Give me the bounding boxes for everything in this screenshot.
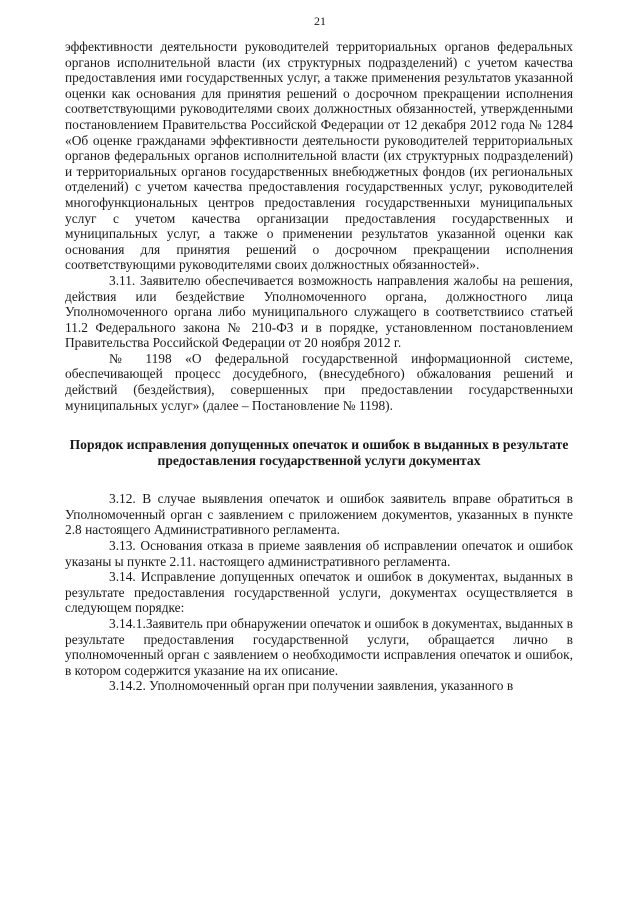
paragraph-3-11: 3.11. Заявителю обеспечивается возможность направления жалобы на решения, действия или бездействие Уполномоченного органа, должностного лица Уполномоченного органа либо муниципального служащего в соответствиисо статьей 11.2 Федерального закона № 210-ФЗ и в порядке, установленном постановлением Правительства Российской Федерации от 20 ноября 2012 г. [65, 272, 573, 351]
paragraph-3-14: 3.14. Исправление допущенных опечаток и ошибок в документах, выданных в результате предоставления государственной услуги, документах осуществляется в следующем порядке: [65, 569, 573, 616]
page-number: 21 [314, 14, 326, 28]
paragraph-3-13: 3.13. Основания отказа в приеме заявления об исправлении опечаток и ошибок указаны ы пункте 2.11. настоящего административного регламента. [65, 538, 573, 569]
document-body [65, 39, 573, 694]
paragraph-3-11-continued: № 1198 «О федеральной государственной информационной системе, обеспечивающей процесс досудебного, (внесудебного) обжалования решений и действий (бездействия), совершенных при предоставлении государственныхи муниципальных услуг» (далее – Постановление № 1198). [65, 350, 573, 413]
section-heading: Порядок исправления допущенных опечаток и ошибок в выданных в результате предоставления государственной услуги документах [69, 437, 569, 469]
paragraph-3-14-1: 3.14.1.Заявитель при обнаружении опечаток и ошибок в документах, выданных в результате предоставления государственной услуги, обращается лично в уполномоченный орган с заявлением о необходимости исправления опечаток и ошибок, в котором содержится указание на их описание. [65, 616, 573, 678]
paragraph-3-14-2: 3.14.2. Уполномоченный орган при получении заявления, указанного в [109, 678, 514, 694]
paragraph-3-12: 3.12. В случае выявления опечаток и ошибок заявитель вправе обратиться в Уполномоченный орган с заявлением с приложением документов, указанных в пункте 2.8 настоящего Административного регламента. [65, 491, 573, 538]
paragraph-continuation: эффективности деятельности руководителей территориальных органов федеральных органов исполнительной власти (их структурных подразделений) с учетом качества предоставления ими государственных услуг, а также применения результатов указанной оценки как основания для принятия решений о досрочном прекращении исполнения соответствующими руководителями своих должностных обязанностей, утвержденными постановлением Правительства Российской Федерации от 12 декабря 2012 года № 1284 «Об оценке гражданами эффективности деятельности руководителей территориальных органов федеральных органов исполнительной власти (их структурных подразделений) и территориальных органов государственных внебюджетных фондов (их региональных отделений) с учетом качества предоставления государственных услуг, руководителей многофункциональных центров предоставления государственныхи муниципальных услуг с учетом качества организации предоставления государственных и муниципальных услуг, а также о применении результатов указанной оценки как основания для принятия решений о досрочном прекращении исполнения соответствующими руководителями своих должностных обязанностей». [65, 39, 573, 273]
